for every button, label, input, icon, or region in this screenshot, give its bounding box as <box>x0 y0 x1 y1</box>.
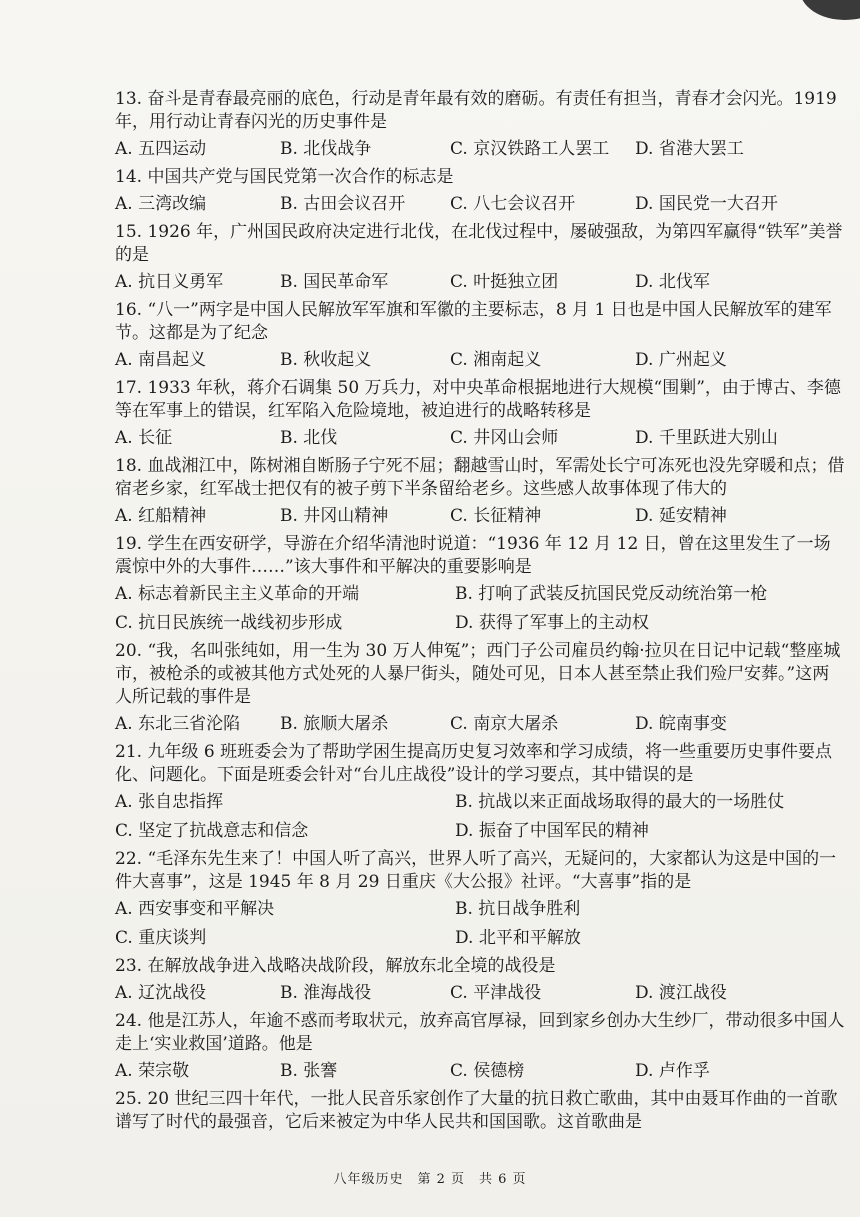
question-stem: 21. 九年级 6 班班委会为了帮助学困生提高历史复习效率和学习成绩，将一些重要历史事件要点化、问题化。下面是班委会针对“台儿庄战役”设计的学习要点，其中错误的是 <box>115 742 833 785</box>
option-d: D. 获得了军事上的主动权 <box>455 613 649 633</box>
option-a: A. 南昌起义 <box>115 350 207 370</box>
option-b: B. 抗日战争胜利 <box>455 899 581 919</box>
option-c: C. 重庆谈判 <box>115 928 207 948</box>
option-c: C. 侯德榜 <box>450 1061 525 1081</box>
option-b: B. 秋收起义 <box>280 350 372 370</box>
option-a: A. 张自忠指挥 <box>115 792 224 812</box>
option-c: C. 长征精神 <box>450 506 542 526</box>
question-stem: 19. 学生在西安研学，导游在介绍华清池时说道：“1936 年 12 月 12 日，曾在这里发生了一场震惊中外的大事件……”该大事件和平解决的重要影响是 <box>115 534 831 577</box>
option-b: B. 旅顺大屠杀 <box>280 714 389 734</box>
option-c: C. 京汉铁路工人罢工 <box>450 139 610 159</box>
option-c: C. 平津战役 <box>450 983 542 1003</box>
option-c: C. 叶挺独立团 <box>450 272 559 292</box>
option-b: B. 古田会议召开 <box>280 194 406 214</box>
option-b: B. 抗战以来正面战场取得的最大的一场胜仗 <box>455 792 785 812</box>
option-a: A. 辽沈战役 <box>115 983 207 1003</box>
question-stem: 20. “我，名叫张纯如，用一生为 30 万人伸冤”；西门子公司雇员约翰·拉贝在日记中记载“整座城市，被枪杀的或被其他方式处死的人暴尸街头，随处可见，日本人甚至禁止我们殓尸安葬。”这两人所记载的事件是 <box>115 641 841 707</box>
question-20 <box>115 640 845 736</box>
question-stem: 24. 他是江苏人，年逾不惑而考取状元，放弃高官厚禄，回到家乡创办大生纱厂，带动很多中国人走上‘实业救国’道路。他是 <box>115 1011 845 1054</box>
question-18 <box>115 455 845 528</box>
option-a: A. 标志着新民主主义革命的开端 <box>115 584 360 604</box>
option-b: B. 打响了武装反抗国民党反动统治第一枪 <box>455 584 768 604</box>
option-b: B. 淮海战役 <box>280 983 372 1003</box>
question-list <box>115 88 845 1139</box>
question-24 <box>115 1010 845 1083</box>
option-d: D. 省港大罢工 <box>635 139 744 159</box>
question-stem: 17. 1933 年秋，蒋介石调集 50 万兵力，对中央革命根据地进行大规模“围剿”，由于博古、李德等在军事上的错误，红军陷入危险境地，被迫进行的战略转移是 <box>115 378 841 421</box>
question-17 <box>115 377 845 450</box>
question-13 <box>115 88 845 161</box>
option-c: C. 南京大屠杀 <box>450 714 559 734</box>
option-d: D. 振奋了中国军民的精神 <box>455 821 649 841</box>
option-d: D. 卢作孚 <box>635 1061 710 1081</box>
option-a: A. 长征 <box>115 428 173 448</box>
option-a: A. 红船精神 <box>115 506 207 526</box>
option-b: B. 井冈山精神 <box>280 506 389 526</box>
option-a: A. 荣宗敬 <box>115 1061 190 1081</box>
option-d: D. 皖南事变 <box>635 714 727 734</box>
option-c: C. 抗日民族统一战线初步形成 <box>115 613 343 633</box>
question-stem: 18. 血战湘江中，陈树湘自断肠子宁死不屈；翻越雪山时，军需处长宁可冻死也没先穿暖和点；借宿老乡家，红军战士把仅有的被子剪下半条留给老乡。这些感人故事体现了伟大的 <box>115 456 845 499</box>
option-d: D. 广州起义 <box>635 350 727 370</box>
question-16 <box>115 299 845 372</box>
option-a: A. 三湾改编 <box>115 194 207 214</box>
question-14 <box>115 166 845 216</box>
question-21 <box>115 741 845 843</box>
question-stem: 16. “八一”两字是中国人民解放军军旗和军徽的主要标志，8 月 1 日也是中国人民解放军的建军节。这都是为了纪念 <box>115 300 832 343</box>
option-b: B. 北伐战争 <box>280 139 372 159</box>
option-d: D. 北伐军 <box>635 272 710 292</box>
question-stem: 23. 在解放战争进入战略决战阶段，解放东北全境的战役是 <box>115 956 556 976</box>
option-a: A. 五四运动 <box>115 139 207 159</box>
option-d: D. 千里跃进大别山 <box>635 428 778 448</box>
option-a: A. 西安事变和平解决 <box>115 899 275 919</box>
option-d: D. 渡江战役 <box>635 983 727 1003</box>
option-b: B. 国民革命军 <box>280 272 389 292</box>
question-23 <box>115 955 845 1005</box>
question-15 <box>115 221 845 294</box>
option-c: C. 井冈山会师 <box>450 428 559 448</box>
option-c: C. 坚定了抗战意志和信念 <box>115 821 309 841</box>
option-b: B. 北伐 <box>280 428 338 448</box>
question-stem: 15. 1926 年，广州国民政府决定进行北伐，在北伐过程中，屡破强敌，为第四军赢得“铁军”美誉的是 <box>115 222 843 265</box>
option-a: A. 东北三省沦陷 <box>115 714 241 734</box>
question-stem: 22. “毛泽东先生来了！中国人听了高兴，世界人听了高兴，无疑问的，大家都认为这是中国的一件大喜事”，这是 1945 年 8 月 29 日重庆《大公报》社评。“大喜事”指的是 <box>115 849 837 892</box>
question-22 <box>115 848 845 950</box>
question-stem: 25. 20 世纪三四十年代，一批人民音乐家创作了大量的抗日救亡歌曲，其中由聂耳作曲的一首歌谱写了时代的最强音，它后来被定为中华人民共和国国歌。这首歌曲是 <box>115 1089 838 1132</box>
question-stem: 13. 奋斗是青春最亮丽的底色，行动是青年最有效的磨砺。有责任有担当，青春才会闪光。1919 年，用行动让青春闪光的历史事件是 <box>115 89 837 132</box>
option-c: C. 湘南起义 <box>450 350 542 370</box>
option-b: B. 张謇 <box>280 1061 338 1081</box>
option-a: A. 抗日义勇军 <box>115 272 224 292</box>
page-footer: 八年级历史 第 2 页 共 6 页 <box>333 1172 527 1187</box>
question-19 <box>115 533 845 635</box>
option-c: C. 八七会议召开 <box>450 194 576 214</box>
option-d: D. 延安精神 <box>635 506 727 526</box>
binder-clip-shadow <box>800 0 860 20</box>
question-25 <box>115 1088 845 1134</box>
question-stem: 14. 中国共产党与国民党第一次合作的标志是 <box>115 167 454 187</box>
option-d: D. 北平和平解放 <box>455 928 581 948</box>
option-d: D. 国民党一大召开 <box>635 194 778 214</box>
